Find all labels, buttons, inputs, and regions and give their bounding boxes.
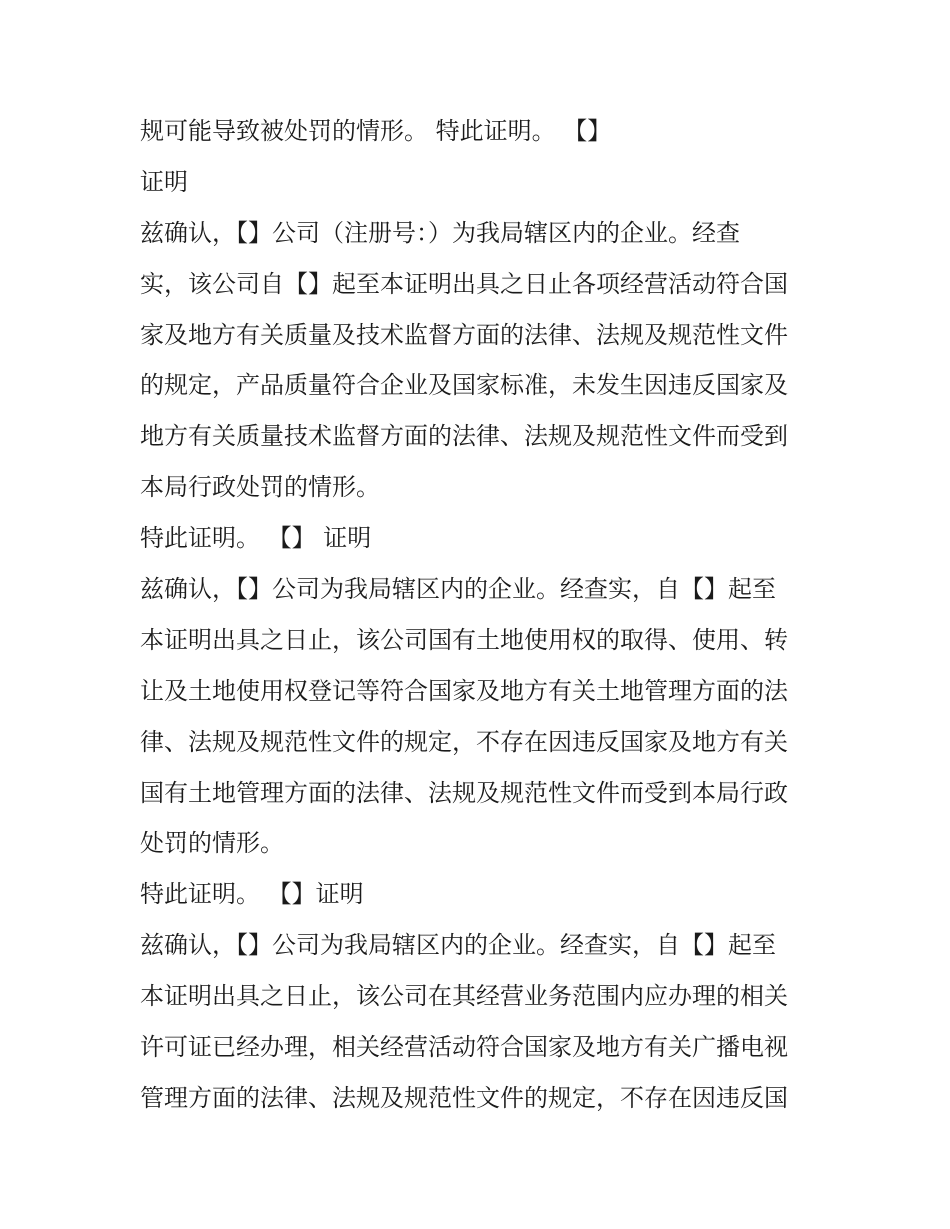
text-line: 处罚的情形。	[140, 829, 284, 858]
text-line: 国有土地管理方面的法律、法规及规范性文件而受到本局行政	[140, 778, 788, 807]
document-body	[140, 106, 820, 1124]
text-line: 家及地方有关质量及技术监督方面的法律、法规及规范性文件	[140, 320, 788, 349]
text-line: 特此证明。 【】证明	[140, 880, 364, 909]
text-line: 本证明出具之日止，该公司国有土地使用权的取得、使用、转	[140, 625, 788, 654]
text-line: 让及土地使用权登记等符合国家及地方有关土地管理方面的法	[140, 676, 788, 705]
text-line: 实，该公司自【】起至本证明出具之日止各项经营活动符合国	[140, 269, 788, 298]
section-heading: 证明	[140, 167, 188, 196]
text-line: 的规定，产品质量符合企业及国家标准，未发生因违反国家及	[140, 371, 788, 400]
text-line: 兹确认，【】公司为我局辖区内的企业。经查实，自【】起至	[140, 575, 776, 604]
text-line: 兹确认，【】公司为我局辖区内的企业。经查实，自【】起至	[140, 931, 776, 960]
text-line: 兹确认，【】公司（注册号：）为我局辖区内的企业。经查	[140, 218, 740, 247]
text-line: 特此证明。 【】 证明	[140, 524, 372, 553]
text-line: 地方有关质量技术监督方面的法律、法规及规范性文件而受到	[140, 422, 788, 451]
text-line: 规可能导致被处罚的情形。 特此证明。 【】	[140, 117, 612, 145]
text-line: 许可证已经办理，相关经营活动符合国家及地方有关广播电视	[140, 1033, 788, 1062]
text-line: 律、法规及规范性文件的规定，不存在因违反国家及地方有关	[140, 727, 788, 756]
text-line: 管理方面的法律、法规及规范性文件的规定，不存在因违反国	[140, 1083, 788, 1112]
text-line: 本证明出具之日止，该公司在其经营业务范围内应办理的相关	[140, 982, 788, 1011]
text-line: 本局行政处罚的情形。	[140, 473, 380, 502]
